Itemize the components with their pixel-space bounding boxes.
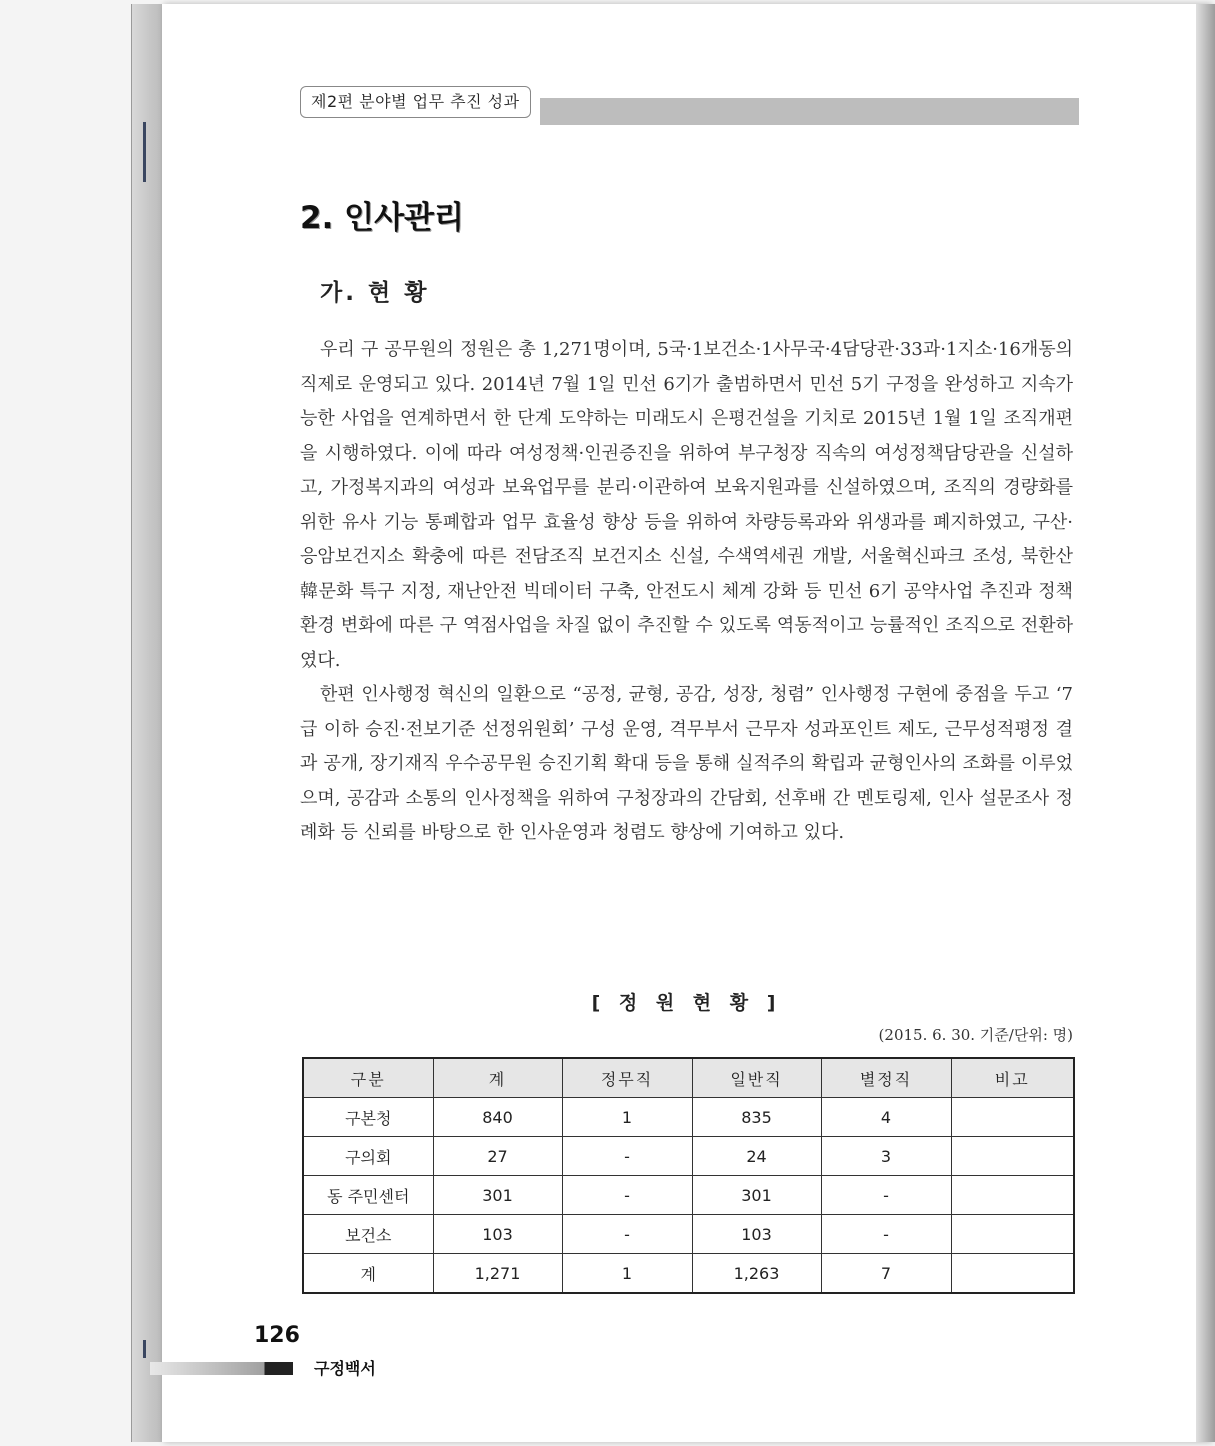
cell-remarks [951,1098,1074,1137]
section-title: 2. 인사관리 [300,200,464,236]
spine-mark-top [143,122,146,182]
cell-total: 103 [433,1215,562,1254]
cell-remarks [951,1254,1074,1294]
header-general: 일반직 [692,1058,821,1098]
paragraph-1: 우리 구 공무원의 정원은 총 1,271명이며, 5국·1보건소·1사무국·4담당관·33과·1지소·16개동의 직제로 운영되고 있다. 2014년 7월 1일 민선 6기가 출범하면서 민선 5기 구정을 완성하고 지속가능한 사업을 연계하면서 한 단계 도약하는 미래도시 은평건설을 기치로 2015년 1월 1일 조직개편을 시행하였다. 이에 따라 여성정책·인권증진을 위하여 부구청장 직속의 여성정책담당관을 신설하고, 가정복지과의 여성과 보육업무를 분리·이관하여 보육지원과를 신설하였으며, 조직의 경량화를 위한 유사 기능 통폐합과 업무 효율성 향상 등을 위하여 차량등록과와 위생과를 폐지하였고, 구산·응암보건지소 확충에 따른 전담조직 보건지소 신설, 수색역세권 개발, 서울혁신파크 조성, 북한산 韓문화 특구 지정, 재난안전 빅데이터 구축, 안전도시 체계 강화 등 민선 6기 공약사업 추진과 정책환경 변화에 따른 구 역점사업을 차질 없이 추진할 수 있도록 역동적이고 능률적인 조직으로 전환하였다. [300,339,1073,671]
cell-category: 계 [303,1254,433,1294]
cell-special: 3 [821,1137,951,1176]
cell-category: 구본청 [303,1098,433,1137]
table-row [303,1098,1074,1137]
table-row [303,1215,1074,1254]
cell-category: 보건소 [303,1215,433,1254]
cell-special: - [821,1215,951,1254]
cell-general: 835 [692,1098,821,1137]
cell-general: 24 [692,1137,821,1176]
cell-category: 구의회 [303,1137,433,1176]
header-special: 별정직 [821,1058,951,1098]
footer-bar [150,1362,293,1375]
body-text [300,333,1073,851]
cell-total: 840 [433,1098,562,1137]
cell-total: 27 [433,1137,562,1176]
spine-mark-bottom [143,1340,146,1358]
page-number: 126 [254,1323,300,1348]
cell-political: - [562,1176,692,1215]
cell-special: 7 [821,1254,951,1294]
cell-political: 1 [562,1254,692,1294]
cell-general: 103 [692,1215,821,1254]
paragraph-2: 한편 인사행정 혁신의 일환으로 “공정, 균형, 공감, 성장, 청렴” 인사행정 구현에 중점을 두고 ‘7급 이하 승진·전보기준 선정위원회’ 구성 운영, 격무부서 근무자 성과포인트 제도, 근무성적평정 결과 공개, 장기재직 우수공무원 승진기획 확대 등을 통해 실적주의 확립과 균형인사의 조화를 이루었으며, 공감과 소통의 인사정책을 위하여 구청장과의 간담회, 선후배 간 멘토링제, 인사 설문조사 정례화 등 신뢰를 바탕으로 한 인사운영과 청렴도 향상에 기여하고 있다. [300,684,1073,843]
table-unit-note: (2015. 6. 30. 기준/단위: 명) [878,1026,1073,1044]
cell-political: - [562,1215,692,1254]
header-remarks: 비고 [951,1058,1074,1098]
cell-remarks [951,1176,1074,1215]
cell-category: 동 주민센터 [303,1176,433,1215]
subsection-title: 가. 현 황 [320,280,430,306]
cell-political: - [562,1137,692,1176]
page-stack-edge [1196,4,1215,1442]
cell-remarks [951,1215,1074,1254]
cell-total: 301 [433,1176,562,1215]
cell-special: 4 [821,1098,951,1137]
table-total-row [303,1254,1074,1294]
cell-political: 1 [562,1098,692,1137]
chapter-header-bar [540,98,1079,125]
header-political: 정무직 [562,1058,692,1098]
cell-general: 301 [692,1176,821,1215]
staff-quota-table [302,1057,1075,1294]
cell-remarks [951,1137,1074,1176]
footer-book-title: 구정백서 [314,1359,376,1378]
cell-general: 1,263 [692,1254,821,1294]
table-row [303,1176,1074,1215]
table-header-row [303,1058,1074,1098]
cell-special: - [821,1176,951,1215]
table-row [303,1137,1074,1176]
cell-total: 1,271 [433,1254,562,1294]
book-spine-edge [131,4,163,1442]
header-total: 계 [433,1058,562,1098]
chapter-header-label: 제2편 분야별 업무 추진 성과 [300,86,531,118]
header-category: 구분 [303,1058,433,1098]
table-title: [ 정 원 현 황 ] [591,992,782,1014]
